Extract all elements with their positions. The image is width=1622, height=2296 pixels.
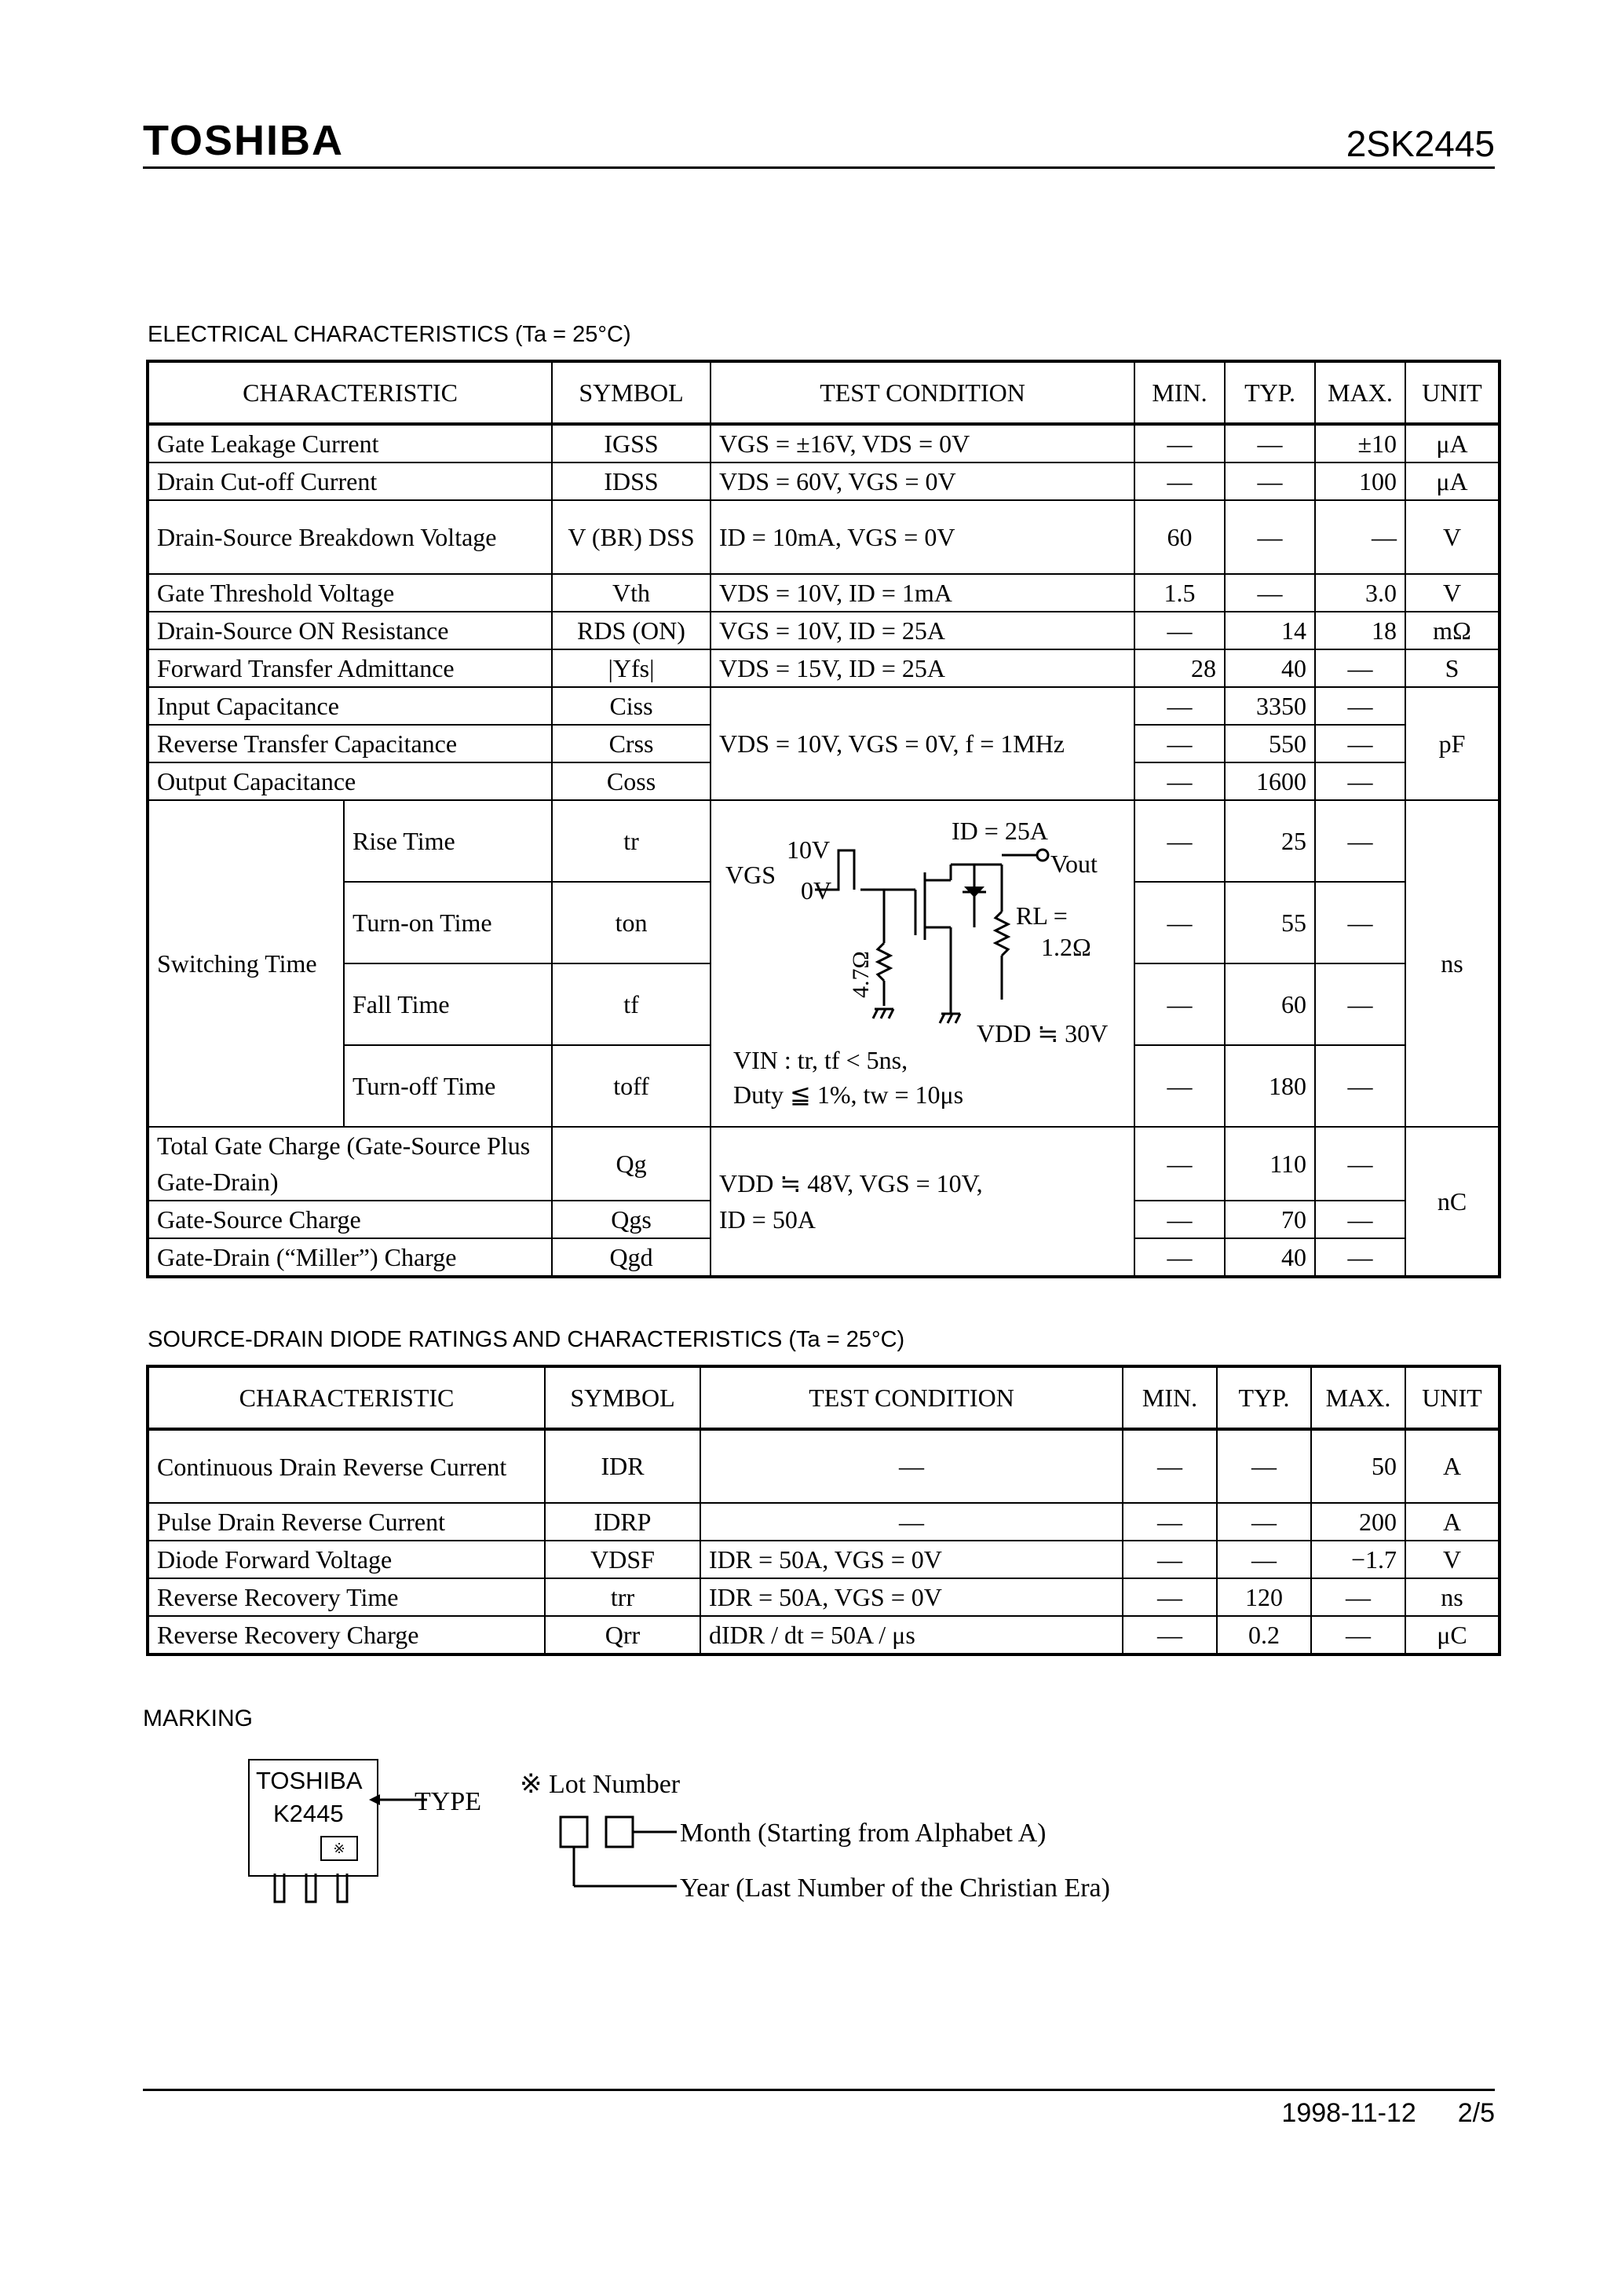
row-symbol: Coss (552, 762, 711, 800)
lot-month-label: Month (Starting from Alphabet A) (680, 1819, 1047, 1848)
row-symbol: Crss (552, 725, 711, 762)
row-symbol: Qrr (545, 1616, 700, 1654)
part-number: 2SK2445 (1346, 123, 1495, 164)
row-condition: dIDR / dt = 50A / μs (700, 1616, 1123, 1654)
row-typ: — (1217, 1503, 1311, 1541)
lot-code-diagram (559, 1814, 685, 1900)
row-symbol: Qg (552, 1127, 711, 1201)
row-characteristic: Reverse Recovery Time (148, 1578, 545, 1616)
table-row (148, 612, 1500, 649)
charge-condition-line-1: VDD ≒ 48V, VGS = 10V, (719, 1169, 983, 1197)
circuit-note-1: VIN : tr, tf < 5ns, (733, 1046, 908, 1074)
diode-title: SOURCE-DRAIN DIODE RATINGS AND CHARACTERISTICS (Ta = 25°C) (148, 1327, 905, 1352)
charge-condition-line-2: ID = 50A (719, 1205, 816, 1234)
row-characteristic: Gate-Source Charge (148, 1201, 552, 1238)
header-condition: TEST CONDITION (711, 361, 1134, 424)
row-min: 60 (1134, 500, 1225, 574)
switching-group-label: Switching Time (148, 800, 344, 1127)
row-characteristic: Continuous Drain Reverse Current (148, 1429, 545, 1503)
row-max: — (1315, 725, 1405, 762)
row-unit: A (1405, 1503, 1500, 1541)
footer-page: 2/5 (1457, 2098, 1495, 2128)
row-characteristic: Drain-Source Breakdown Voltage (148, 500, 552, 574)
row-min: — (1134, 963, 1225, 1045)
row-condition: VDS = 60V, VGS = 0V (711, 462, 1134, 500)
row-symbol: Ciss (552, 687, 711, 725)
table-row (148, 1429, 1500, 1503)
row-typ: 1600 (1225, 762, 1315, 800)
row-symbol: IDRP (545, 1503, 700, 1541)
row-max: ±10 (1315, 424, 1405, 462)
row-unit: μC (1405, 1616, 1500, 1654)
switching-unit: ns (1405, 800, 1500, 1127)
header-max: MAX. (1315, 361, 1405, 424)
capacitance-condition: VDS = 10V, VGS = 0V, f = 1MHz (711, 687, 1134, 800)
table-row (148, 687, 1500, 725)
row-typ: 60 (1225, 963, 1315, 1045)
header-min: MIN. (1134, 361, 1225, 424)
row-min: — (1134, 762, 1225, 800)
header-typ: TYP. (1225, 361, 1315, 424)
circuit-rg-label: 4.7Ω (848, 951, 875, 998)
row-typ: 3350 (1225, 687, 1315, 725)
row-min: — (1123, 1616, 1217, 1654)
header-unit: UNIT (1405, 1366, 1500, 1429)
row-symbol: VDSF (545, 1541, 700, 1578)
header-symbol: SYMBOL (545, 1366, 700, 1429)
row-symbol: |Yfs| (552, 649, 711, 687)
row-characteristic: Drain-Source ON Resistance (148, 612, 552, 649)
row-characteristic: Fall Time (344, 963, 552, 1045)
footer-rule (143, 2089, 1495, 2091)
footer-date: 1998-11-12 (1281, 2098, 1416, 2128)
table-row (148, 574, 1500, 612)
row-characteristic: Drain Cut-off Current (148, 462, 552, 500)
row-max: — (1311, 1578, 1405, 1616)
circuit-id-label: ID = 25A (952, 817, 1048, 845)
row-typ: 40 (1225, 649, 1315, 687)
row-unit: μA (1405, 462, 1500, 500)
marking-title: MARKING (143, 1706, 254, 1731)
charge-unit: nC (1405, 1127, 1500, 1277)
row-characteristic: Reverse Transfer Capacitance (148, 725, 552, 762)
row-min: — (1134, 725, 1225, 762)
row-characteristic: Gate Leakage Current (148, 424, 552, 462)
row-condition: IDR = 50A, VGS = 0V (700, 1541, 1123, 1578)
table-row (148, 649, 1500, 687)
row-unit: V (1405, 500, 1500, 574)
table-row (148, 462, 1500, 500)
header-characteristic: CHARACTERISTIC (148, 1366, 545, 1429)
row-characteristic: Turn-on Time (344, 882, 552, 963)
package-type-code: K2445 (273, 1800, 344, 1827)
table-row (148, 1578, 1500, 1616)
header-rule (143, 166, 1495, 169)
row-symbol: tr (552, 800, 711, 882)
brand-logo-text: TOSHIBA (143, 117, 345, 164)
circuit-rl-label: RL = (1016, 901, 1068, 930)
header-condition: TEST CONDITION (700, 1366, 1123, 1429)
table-row (148, 424, 1500, 462)
row-typ: 180 (1225, 1045, 1315, 1127)
row-min: — (1134, 424, 1225, 462)
row-characteristic: Gate Threshold Voltage (148, 574, 552, 612)
row-symbol: trr (545, 1578, 700, 1616)
header-characteristic: CHARACTERISTIC (148, 361, 552, 424)
row-max: — (1315, 762, 1405, 800)
row-min: — (1134, 1045, 1225, 1127)
row-max: — (1315, 1201, 1405, 1238)
row-unit: A (1405, 1429, 1500, 1503)
row-max: — (1311, 1616, 1405, 1654)
row-symbol: ton (552, 882, 711, 963)
row-characteristic: Pulse Drain Reverse Current (148, 1503, 545, 1541)
row-condition: VGS = ±16V, VDS = 0V (711, 424, 1134, 462)
row-symbol: Qgd (552, 1238, 711, 1277)
row-max: — (1315, 687, 1405, 725)
row-condition: — (700, 1429, 1123, 1503)
row-min: — (1134, 882, 1225, 963)
row-condition: VDS = 10V, ID = 1mA (711, 574, 1134, 612)
table-row (148, 800, 1500, 882)
row-symbol: Vth (552, 574, 711, 612)
table-row (148, 1127, 1500, 1201)
header-typ: TYP. (1217, 1366, 1311, 1429)
row-condition: ID = 10mA, VGS = 0V (711, 500, 1134, 574)
row-unit: V (1405, 574, 1500, 612)
row-characteristic: Reverse Recovery Charge (148, 1616, 545, 1654)
circuit-rl-value: 1.2Ω (1041, 933, 1091, 961)
row-condition: VDS = 15V, ID = 25A (711, 649, 1134, 687)
row-unit: μA (1405, 424, 1500, 462)
package-leads-icon (267, 1874, 361, 1913)
row-typ: 0.2 (1217, 1616, 1311, 1654)
switching-circuit-diagram (711, 802, 1135, 1125)
row-min: — (1123, 1541, 1217, 1578)
row-characteristic: Forward Transfer Admittance (148, 649, 552, 687)
row-unit: mΩ (1405, 612, 1500, 649)
row-typ: 550 (1225, 725, 1315, 762)
row-max: 18 (1315, 612, 1405, 649)
row-symbol: toff (552, 1045, 711, 1127)
row-symbol: IDR (545, 1429, 700, 1503)
row-typ: — (1225, 424, 1315, 462)
circuit-vdd-label: VDD ≒ 30V (977, 1019, 1109, 1047)
circuit-vout-label: Vout (1050, 850, 1098, 878)
row-typ: — (1217, 1429, 1311, 1503)
circuit-10v-label: 10V (787, 835, 831, 864)
header-unit: UNIT (1405, 361, 1500, 424)
row-max: 50 (1311, 1429, 1405, 1503)
header-min: MIN. (1123, 1366, 1217, 1429)
row-typ: — (1225, 574, 1315, 612)
row-min: — (1134, 462, 1225, 500)
row-symbol: Qgs (552, 1201, 711, 1238)
row-symbol: tf (552, 963, 711, 1045)
row-max: — (1315, 882, 1405, 963)
lot-number-label: ※ Lot Number (520, 1770, 681, 1799)
table-row (148, 1503, 1500, 1541)
row-min: — (1134, 800, 1225, 882)
row-typ: 25 (1225, 800, 1315, 882)
row-symbol: V (BR) DSS (552, 500, 711, 574)
row-min: — (1134, 687, 1225, 725)
circuit-vgs-label: VGS (725, 861, 776, 889)
row-characteristic: Gate-Drain (“Miller”) Charge (148, 1238, 552, 1277)
charge-condition (711, 1127, 1134, 1277)
row-typ: 14 (1225, 612, 1315, 649)
row-typ: 110 (1225, 1127, 1315, 1201)
header-max: MAX. (1311, 1366, 1405, 1429)
diode-table (146, 1365, 1501, 1656)
row-min: — (1123, 1503, 1217, 1541)
header-symbol: SYMBOL (552, 361, 711, 424)
row-min: — (1123, 1578, 1217, 1616)
row-characteristic: Total Gate Charge (Gate-Source Plus Gate-Drain) (148, 1127, 552, 1201)
row-typ: 120 (1217, 1578, 1311, 1616)
row-typ: — (1217, 1541, 1311, 1578)
row-max: −1.7 (1311, 1541, 1405, 1578)
row-typ: 40 (1225, 1238, 1315, 1277)
circuit-0v-label: 0V (801, 876, 832, 905)
row-max: 100 (1315, 462, 1405, 500)
row-typ: — (1225, 462, 1315, 500)
row-condition: — (700, 1503, 1123, 1541)
row-min: — (1123, 1429, 1217, 1503)
circuit-note-2: Duty ≦ 1%, tw = 10μs (733, 1080, 964, 1109)
table-row (148, 500, 1500, 574)
row-max: 3.0 (1315, 574, 1405, 612)
row-condition: IDR = 50A, VGS = 0V (700, 1578, 1123, 1616)
row-min: 1.5 (1134, 574, 1225, 612)
lot-year-label: Year (Last Number of the Christian Era) (680, 1874, 1110, 1903)
row-symbol: RDS (ON) (552, 612, 711, 649)
capacitance-unit: pF (1405, 687, 1500, 800)
package-brand: TOSHIBA (256, 1767, 363, 1794)
row-max: — (1315, 649, 1405, 687)
row-condition: VGS = 10V, ID = 25A (711, 612, 1134, 649)
row-characteristic: Diode Forward Voltage (148, 1541, 545, 1578)
row-characteristic: Rise Time (344, 800, 552, 882)
package-marking-box (248, 1759, 378, 1877)
row-symbol: IGSS (552, 424, 711, 462)
row-typ: 55 (1225, 882, 1315, 963)
marking-type-label: TYPE (415, 1787, 481, 1816)
row-characteristic: Input Capacitance (148, 687, 552, 725)
row-max: — (1315, 1045, 1405, 1127)
footer-info (1281, 2098, 1495, 2129)
row-typ: 70 (1225, 1201, 1315, 1238)
row-unit: V (1405, 1541, 1500, 1578)
row-min: — (1134, 1238, 1225, 1277)
row-min: — (1134, 612, 1225, 649)
electrical-title: ELECTRICAL CHARACTERISTICS (Ta = 25°C) (148, 322, 631, 347)
row-max: 200 (1311, 1503, 1405, 1541)
row-max: — (1315, 1238, 1405, 1277)
package-lot-mark: ※ (320, 1836, 358, 1861)
row-max: — (1315, 800, 1405, 882)
row-max: — (1315, 500, 1405, 574)
row-max: — (1315, 963, 1405, 1045)
table-row (148, 1616, 1500, 1654)
row-characteristic: Output Capacitance (148, 762, 552, 800)
row-typ: — (1225, 500, 1315, 574)
row-max: — (1315, 1127, 1405, 1201)
row-min: 28 (1134, 649, 1225, 687)
switching-test-circuit (711, 800, 1134, 1127)
row-unit: ns (1405, 1578, 1500, 1616)
row-min: — (1134, 1127, 1225, 1201)
electrical-table (146, 360, 1501, 1278)
row-unit: S (1405, 649, 1500, 687)
row-min: — (1134, 1201, 1225, 1238)
row-symbol: IDSS (552, 462, 711, 500)
table-row (148, 1541, 1500, 1578)
row-characteristic: Turn-off Time (344, 1045, 552, 1127)
